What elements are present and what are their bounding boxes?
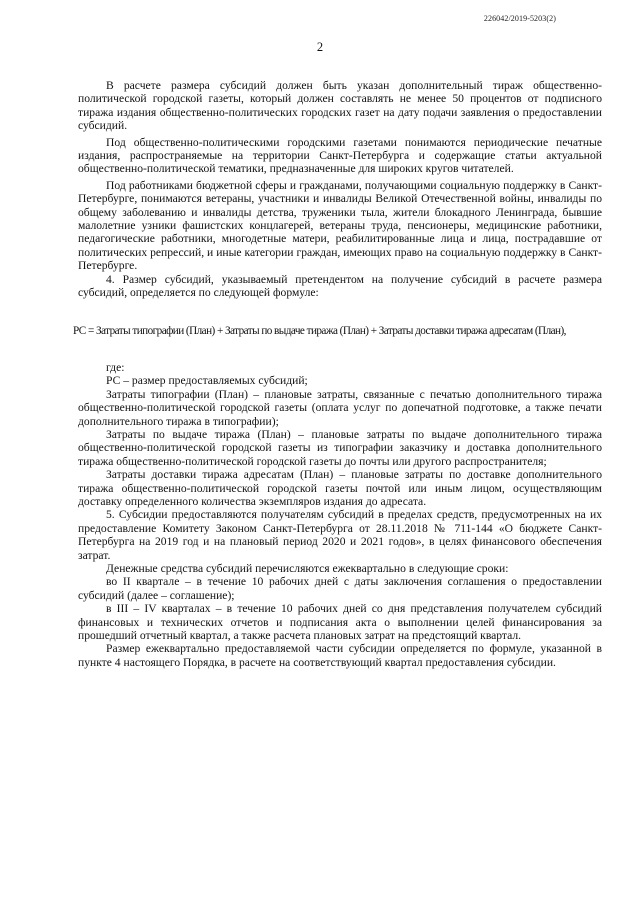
definition-printing-costs: Затраты типографии (План) – плановые затраты, связанные с печатью дополнительного тиража общественно-политической городской газеты (оплата услуг по допечатной подготовке, а также печати дополнительного тиража в типографии); xyxy=(78,387,602,428)
definition-delivery-costs: Затраты доставки тиража адресатам (План) – плановые затраты по доставке дополнительного тиража общественно-политической городской газеты почтой или иным лицом, осуществляющим доставку определенного количества экземпляров издания до адресата. xyxy=(78,468,602,508)
paragraph-q3-q4-term: в III – IV кварталах – в течение 10 рабочих дней со дня представления получателем субсидий финансовых и технических отчетов и подписания акта о выполнении целей финансирования за прошедший отчетный квартал, а также расчета плановых затрат на предстоящий квартал. xyxy=(78,602,602,643)
paragraph-payment-schedule: Денежные средства субсидий перечисляются ежеквартально в следующие сроки: xyxy=(106,562,509,575)
paragraph-q2-term: во II квартале – в течение 10 рабочих дней с даты заключения соглашения о предоставлении субсидий (далее – соглашение); xyxy=(78,575,602,602)
document-number: 226042/2019-5203(2) xyxy=(483,14,556,23)
paragraph-recipients-definition: Под работниками бюджетной сферы и гражданами, получающими социальную поддержку в Санкт-Петербурге, понимаются ветераны, участники и инвалиды Великой Отечественной войны, инвалиды по общему заболеванию и инвалиды детства, труженики тыла, жители блокадного Ленинграда, бывшие малолетние узники фашистских концлагерей, ветераны труда, пенсионеры, медицинские работники, педагогические работники, многодетные матери, реабилитированные лица и лица, пострадавшие от политических репрессий, и иные категории граждан, имеющих право на социальную поддержку в Санкт-Петербурге. xyxy=(78,178,602,273)
where-label: где: xyxy=(106,360,125,374)
definition-rs: РС – размер предоставляемых субсидий; xyxy=(106,374,308,388)
page-number: 2 xyxy=(316,40,324,54)
paragraph-quarterly-amount: Размер ежеквартально предоставляемой части субсидии определяется по формуле, указанной в пункте 4 настоящего Порядка, в расчете на соответствующий квартал предоставления субсидии. xyxy=(78,642,602,669)
subsidy-formula: РС = Затраты типографии (План) + Затраты по выдаче тиража (План) + Затраты доставки тиража адресатам (План), xyxy=(73,324,566,337)
paragraph-additional-circulation: В расчете размера субсидий должен быть указан дополнительный тираж общественно-политической городской газеты, который должен составлять не менее 50 процентов от подписного тиража издания общественно-политических городских газет на дату подачи заявления о предоставлении субсидий. xyxy=(78,79,602,133)
definition-issue-costs: Затраты по выдаче тиража (План) – плановые затраты по выдаче дополнительного тиража общественно-политической городской газеты из типографии заказчику и доставка дополнительного тиража общественно-политической городской газеты до почты или другого распространителя; xyxy=(78,427,602,468)
document-body xyxy=(73,79,602,669)
paragraph-item-4: 4. Размер субсидий, указываемый претендентом на получение субсидий в расчете размера субсидий, определяется по следующей формуле: xyxy=(78,272,602,300)
paragraph-item-5: 5. Субсидии предоставляются получателям субсидий в пределах средств, предусмотренных на их предоставление Комитету Законом Санкт-Петербурга от 28.11.2018 № 711-144 «О бюджете Санкт-Петербурга на 2019 год и на плановый период 2020 и 2021 годов», в целях финансового обеспечения затрат. xyxy=(78,508,602,562)
paragraph-newspaper-definition: Под общественно-политическими городскими газетами понимаются периодические печатные издания, распространяемые на территории Санкт-Петербурга и содержащие статьи актуальной общественно-политической тематики, предназначенные для широких кругов читателей. xyxy=(78,135,602,176)
